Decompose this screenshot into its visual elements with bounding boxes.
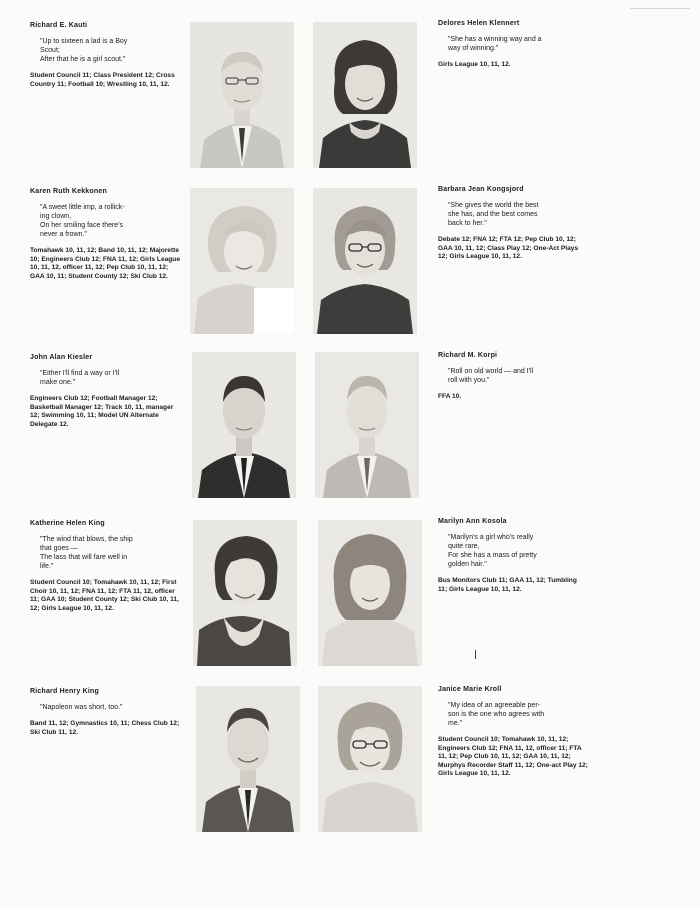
student-quote xyxy=(438,533,586,569)
student-entry-richard-king xyxy=(30,688,180,737)
portrait-photo-richard-king xyxy=(196,686,300,832)
quote-line: roll with you." xyxy=(448,377,490,384)
student-entry-katherine-king xyxy=(30,520,180,613)
quote-line: golden hair." xyxy=(448,561,487,568)
portrait-male-image xyxy=(192,352,296,498)
quote-line: way of winning." xyxy=(448,45,499,52)
student-name: Richard E. Kauti xyxy=(30,22,88,29)
student-name: Karen Ruth Kekkonen xyxy=(30,188,107,195)
quote-line: "Roll on old world — and I'll xyxy=(448,368,534,375)
student-name: Barbara Jean Kongsjord xyxy=(438,186,524,193)
portrait-photo-katherine-king xyxy=(193,520,297,666)
portrait-photo-kroll xyxy=(318,686,422,832)
student-activities: Girls League 10, 11, 12. xyxy=(438,61,511,68)
student-quote xyxy=(438,701,588,728)
student-entry-kekkonen xyxy=(30,188,180,281)
student-entry-korpi xyxy=(438,352,588,402)
student-entry-kauti xyxy=(30,22,180,89)
quote-line: The lass that will fare well in xyxy=(40,554,128,561)
quote-line: back to her." xyxy=(448,220,487,227)
quote-line: "Marilyn's a girl who's really xyxy=(448,534,534,541)
student-name: Marilyn Ann Kosola xyxy=(438,518,507,525)
portrait-photo-kosola xyxy=(318,520,422,666)
quote-line: son is the one who agrees with xyxy=(448,711,545,718)
portrait-photo-kiesler xyxy=(192,352,296,498)
student-name: Delores Helen Klennert xyxy=(438,20,520,27)
portrait-female-image xyxy=(313,188,417,334)
portrait-photo-kauti xyxy=(190,22,294,168)
quote-line: After that he is a girl scout." xyxy=(40,56,126,63)
portrait-female-image xyxy=(318,520,422,666)
portrait-female-image xyxy=(313,22,417,168)
portrait-male-image xyxy=(190,22,294,168)
quote-line: "She gives the world the best xyxy=(448,202,539,209)
quote-line: ing clown, xyxy=(40,213,72,220)
photo-white-patch xyxy=(254,288,294,334)
student-activities: Tomahawk 10, 11, 12; Band 10, 11, 12; Majorette 10; Engineers Club 12; FNA 11, 12; Girls League 10, 11, 12, officer 11, 12; Pep Club 10, 11, 12; GAA 10, 11; Student County 12; Ski Club 12. xyxy=(30,247,180,280)
quote-line: "She has a winning way and a xyxy=(448,36,542,43)
quote-line: that goes — xyxy=(40,545,78,552)
student-activities: Student Council 11; Class President 12; Cross Country 11; Football 10; Wrestling 10, 11, 12. xyxy=(30,72,175,88)
quote-line: never a frown." xyxy=(40,231,87,238)
student-name: Richard Henry King xyxy=(30,688,99,695)
student-name: John Alan Kiesler xyxy=(30,354,93,361)
quote-line: For she has a mass of pretty xyxy=(448,552,537,559)
portrait-photo-klennert xyxy=(313,22,417,168)
portrait-photo-korpi xyxy=(315,352,419,498)
student-activities: FFA 10. xyxy=(438,393,462,400)
student-quote xyxy=(30,703,180,712)
student-quote xyxy=(438,201,588,228)
student-name: Janice Marie Kroll xyxy=(438,686,502,693)
student-activities: Student Council 10; Tomahawk 10, 11, 12; First Choir 10, 11, 12; FNA 11, 12; FTA 11, 12, officer 11; GAA 10; Student County 12; Ski Club 10, 11, 12; Girls League 10, 11, 12. xyxy=(30,579,179,612)
portrait-photo-kekkonen xyxy=(190,188,294,334)
student-activities: Debate 12; FNA 12; FTA 12; Pep Club 10, 12; GAA 10, 11, 12; Class Play 12; One-Act Plays 12; Girls League 10, 11, 12. xyxy=(438,236,579,261)
portrait-female-image xyxy=(193,520,297,666)
student-quote xyxy=(30,37,180,64)
student-activities: Engineers Club 12; Football Manager 12; Basketball Manager 12; Track 10, 11, manager 12; Swimming 10, 11; Model UN Alternate Delegate 12. xyxy=(30,395,174,428)
quote-line: "A sweet little imp, a rollick- xyxy=(40,204,125,211)
student-activities: Bus Monitors Club 11; GAA 11, 12; Tumbling 11; Girls League 10, 11, 12. xyxy=(438,577,577,593)
student-name: Katherine Helen King xyxy=(30,520,105,527)
student-quote xyxy=(30,369,180,387)
portrait-male-image xyxy=(315,352,419,498)
student-activities: Band 11, 12; Gymnastics 10, 11; Chess Club 12; Ski Club 11, 12. xyxy=(30,720,180,736)
stray-mark xyxy=(475,650,476,659)
student-quote xyxy=(30,203,180,239)
student-name: Richard M. Korpi xyxy=(438,352,498,359)
quote-line: "Up to sixteen a lad is a Boy xyxy=(40,38,128,45)
student-quote xyxy=(438,35,588,53)
quote-line: "My idea of an agreeable per- xyxy=(448,702,540,709)
quote-line: "Napoleon was short, too." xyxy=(40,704,123,711)
student-entry-klennert xyxy=(438,20,588,70)
student-quote xyxy=(438,367,588,385)
student-activities: Student Council 10; Tomahawk 10, 11, 12; Engineers Club 12; FNA 11, 12, officer 11; FTA 11, 12; Pep Club 10, 11, 12; GAA 10, 11, 12; Murphys Recorder Staff 11, 12; One-act Play 12; Girls League 10, 11, 12. xyxy=(438,736,588,778)
quote-line: quite rare, xyxy=(448,543,480,550)
quote-line: On her smiling face there's xyxy=(40,222,124,229)
quote-line: "The wind that blows, the ship xyxy=(40,536,133,543)
scan-edge-mark xyxy=(630,8,690,9)
portrait-photo-kongsjord xyxy=(313,188,417,334)
student-entry-kosola xyxy=(438,518,586,594)
student-entry-kongsjord xyxy=(438,186,588,262)
student-entry-kiesler xyxy=(30,354,180,429)
quote-line: me." xyxy=(448,720,463,727)
student-entry-kroll xyxy=(438,686,588,779)
quote-line: Scout; xyxy=(40,47,60,54)
quote-line: make one." xyxy=(40,379,76,386)
portrait-male-image xyxy=(196,686,300,832)
quote-line: life." xyxy=(40,563,54,570)
student-quote xyxy=(30,535,180,571)
quote-line: "Either I'll find a way or I'll xyxy=(40,370,120,377)
quote-line: she has, and the best comes xyxy=(448,211,538,218)
portrait-female-image xyxy=(318,686,422,832)
